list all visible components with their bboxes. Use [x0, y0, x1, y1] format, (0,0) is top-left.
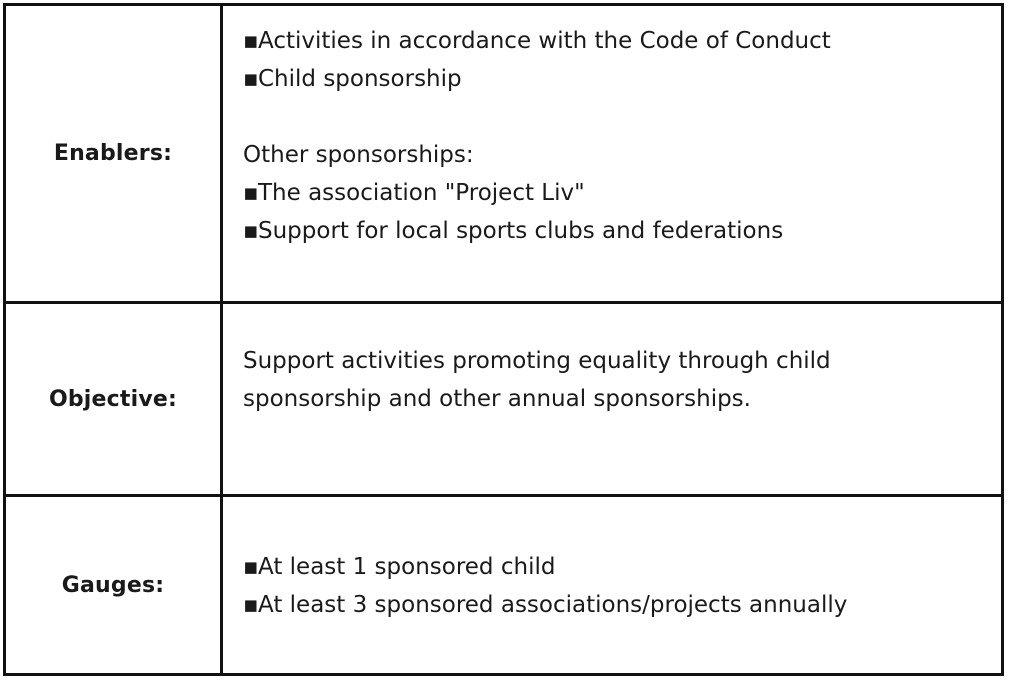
- paragraph-line: sponsorship and other annual sponsorships.: [243, 386, 751, 412]
- bullet-icon: ▪: [243, 592, 259, 618]
- bullet-icon: ▪: [243, 28, 259, 54]
- table-row-enablers: [6, 6, 1001, 304]
- table-row-gauges: [6, 497, 1001, 673]
- bullet-icon: ▪: [243, 66, 259, 92]
- list-item-text: The association "Project Liv": [258, 180, 585, 206]
- row-label-cell: [6, 6, 223, 301]
- bullet-icon: ▪: [243, 218, 259, 244]
- row-label-gauges: Gauges:: [61, 572, 165, 598]
- list-item-text: Support for local sports clubs and federations: [258, 218, 784, 244]
- list-item-text: At least 1 sponsored child: [258, 554, 556, 580]
- row-content-cell: [223, 304, 1001, 494]
- info-table: [3, 3, 1004, 676]
- list-item: [243, 548, 1001, 586]
- row-content-cell: [223, 497, 1001, 673]
- list-item: [243, 586, 1001, 624]
- bullet-icon: ▪: [243, 180, 259, 206]
- list-item-text: Activities in accordance with the Code of Conduct: [258, 28, 831, 54]
- row-content-cell: [223, 6, 1001, 301]
- list-item: [243, 174, 1001, 212]
- list-item-text: At least 3 sponsored associations/projects annually: [258, 592, 848, 618]
- row-label-objective: Objective:: [48, 386, 178, 412]
- list-item-text: Child sponsorship: [258, 66, 462, 92]
- row-label-cell: [6, 497, 223, 673]
- bullet-icon: ▪: [243, 554, 259, 580]
- table-row-objective: [6, 304, 1001, 497]
- list-item: [243, 60, 1001, 98]
- list-item: [243, 212, 1001, 250]
- list-item: [243, 22, 1001, 60]
- row-label-cell: [6, 304, 223, 494]
- subheading: Other sponsorships:: [243, 142, 474, 168]
- spacer: [243, 98, 1001, 136]
- paragraph-line: Support activities promoting equality through child: [243, 348, 831, 374]
- row-label-enablers: Enablers:: [53, 141, 173, 166]
